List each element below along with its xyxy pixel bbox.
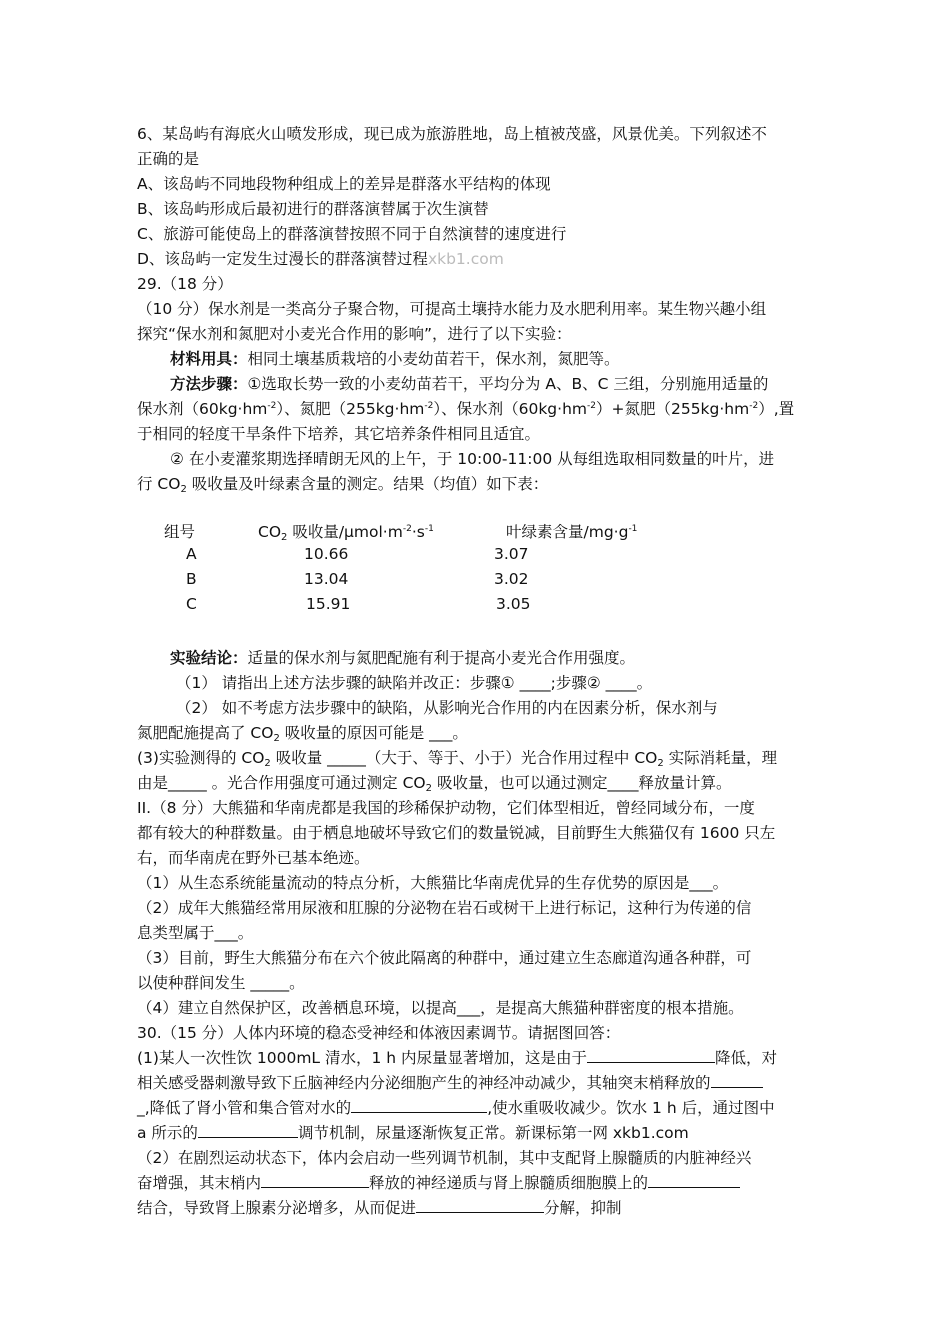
q30-p1c-tail: ,使水重吸收减少。饮水 1 h 后，通过图中 bbox=[487, 1099, 775, 1117]
cell-group: B bbox=[186, 570, 197, 588]
cell-group: C bbox=[186, 595, 197, 613]
q30-p2c-tail: 分解，抑制 bbox=[544, 1199, 622, 1217]
q6-option-c: C、旅游可能使岛上的群落演替按照不同于自然演替的速度进行 bbox=[137, 225, 567, 243]
q29-intro-line2: 探究“保水剂和氮肥对小麦光合作用的影响”，进行了以下实验： bbox=[137, 325, 572, 343]
cell-chlorophyll: 3.05 bbox=[496, 595, 531, 613]
cell-chlorophyll: 3.02 bbox=[494, 570, 529, 588]
answer-blank[interactable] bbox=[416, 1196, 544, 1213]
table-header-row bbox=[164, 520, 684, 545]
cell-chlorophyll: 3.07 bbox=[494, 545, 529, 563]
q29-header: 29.（18 分） bbox=[137, 275, 233, 293]
part2-intro-line2: 都有较大的种群数量。由于栖息地破坏导致它们的数量锐减，目前野生大熊猫仅有 1600 只左 bbox=[137, 824, 776, 842]
watermark: xkb1.com bbox=[427, 250, 504, 268]
q30-p2b-text: 奋增强，其末梢内 bbox=[137, 1174, 262, 1192]
cell-co2: 10.66 bbox=[304, 545, 349, 563]
q29-method-line3: 于相同的轻度干旱条件下培养，其它培养条件相同且适宜。 bbox=[137, 425, 541, 443]
part2-intro-line3: 右，而华南虎在野外已基本绝迹。 bbox=[137, 849, 370, 867]
q30-header: 30.（15 分）人体内环境的稳态受神经和体液因素调节。请据图回答： bbox=[137, 1024, 621, 1042]
method-label: 方法步骤： bbox=[170, 375, 248, 393]
table-row bbox=[164, 595, 684, 620]
q30-p1-line1 bbox=[137, 1046, 817, 1070]
part2-q4: （4）建立自然保护区，改善栖息环境，以提高___，是提高大熊猫种群密度的根本措施。 bbox=[137, 999, 744, 1017]
q30-p1d-text: a 所示的 bbox=[137, 1124, 198, 1142]
q6-stem-line1: 6、某岛屿有海底火山喷发形成，现已成为旅游胜地，岛上植被茂盛，风景优美。下列叙述不 bbox=[137, 125, 767, 143]
q29-sub3-line2: 由是_____ 。光合作用强度可通过测定 $CO_2$ 吸收量，也可以通过测定____释放量计算。 bbox=[137, 774, 732, 794]
table-row bbox=[164, 545, 684, 570]
header-group: 组号 bbox=[164, 523, 196, 541]
q6-option-b: B、该岛屿形成后最初进行的群落演替属于次生演替 bbox=[137, 200, 489, 218]
cell-co2: 13.04 bbox=[304, 570, 349, 588]
answer-blank[interactable] bbox=[261, 1171, 369, 1188]
q6-option-d bbox=[137, 247, 817, 271]
q30-p1-line4 bbox=[137, 1121, 817, 1145]
q30-p1c-text: _,降低了肾小管和集合管对水的 bbox=[137, 1099, 352, 1117]
header-co2: $CO_2$ 吸收量$/\mu mol\cdot m^{-2}\cdot s^{-1}$ bbox=[258, 523, 434, 543]
part2-q1: （1）从生态系统能量流动的特点分析，大熊猫比华南虎优异的生存优势的原因是___。 bbox=[137, 874, 729, 892]
q6-stem-line2: 正确的是 bbox=[137, 150, 200, 168]
q29-sub3-line1: (3)实验测得的 $CO_2$ 吸收量 _____（大于、等于、小于）光合作用过程中 $CO_2$ 实际消耗量，理 bbox=[137, 749, 778, 769]
q29-sub1: （1） 请指出上述方法步骤的缺陷并改正：步骤① ____;步骤② ____。 bbox=[176, 674, 653, 692]
cell-group: A bbox=[186, 545, 197, 563]
q30-p1a-text: (1)某人一次性饮 1000mL 清水，1 h 内尿量显著增加，这是由于 bbox=[137, 1049, 588, 1067]
cell-co2: 15.91 bbox=[306, 595, 351, 613]
q30-p2c-text: 结合，导致肾上腺素分泌增多，从而促进 bbox=[137, 1199, 417, 1217]
materials-label: 材料用具： bbox=[170, 350, 248, 368]
q29-sub2-line2: 氮肥配施提高了 $CO_2$ 吸收量的原因可能是 ___。 bbox=[137, 724, 468, 744]
part2-intro-line1: II.（8 分）大熊猫和华南虎都是我国的珍稀保护动物，它们体型相近，曾经同域分布，一度 bbox=[137, 799, 755, 817]
conclusion-text: 适量的保水剂与氮肥配施有利于提高小麦光合作用强度。 bbox=[247, 649, 636, 667]
part2-q2-line1: （2）成年大熊猫经常用尿液和肛腺的分泌物在岩石或树干上进行标记，这种行为传递的信 bbox=[137, 899, 752, 917]
answer-blank[interactable] bbox=[711, 1071, 763, 1088]
q30-p1a-tail: 降低，对 bbox=[715, 1049, 778, 1067]
answer-blank[interactable] bbox=[351, 1096, 487, 1113]
q29-method-line2: 保水剂$(60kg\cdot hm^{-2})$、氮肥$(255kg\cdot hm^{-2})$、保水剂$(60kg\cdot hm^{-2})+$氮肥$(255kg\cdot hm^{-2})$,置 bbox=[137, 400, 795, 418]
q29-intro-line1: （10 分）保水剂是一类高分子聚合物，可提高土壤持水能力及水肥利用率。某生物兴趣小组 bbox=[137, 300, 767, 318]
q6-option-a: A、该岛屿不同地段物种组成上的差异是群落水平结构的体现 bbox=[137, 175, 551, 193]
q29-method-line1 bbox=[170, 372, 850, 396]
part2-q3-line1: （3）目前，野生大熊猫分布在六个彼此隔离的种群中，通过建立生态廊道沟通各种群，可 bbox=[137, 949, 752, 967]
q30-p1b-text: 相关感受器刺激导致下丘脑神经内分泌细胞产生的神经冲动减少，其轴突末梢释放的 bbox=[137, 1074, 711, 1092]
header-chlorophyll: 叶绿素含量$/mg\cdot g^{-1}$ bbox=[506, 523, 638, 541]
answer-blank[interactable] bbox=[587, 1046, 715, 1063]
conclusion-label: 实验结论： bbox=[170, 649, 248, 667]
materials-text: 相同土壤基质栽培的小麦幼苗若干，保水剂，氮肥等。 bbox=[247, 350, 620, 368]
q30-p1d-tail: 调节机制，尿量逐渐恢复正常。新课标第一网 xkb1.com bbox=[297, 1124, 689, 1142]
q30-p2b-mid: 释放的神经递质与肾上腺髓质细胞膜上的 bbox=[369, 1174, 649, 1192]
q30-p1-line3 bbox=[137, 1096, 817, 1120]
results-table bbox=[164, 520, 684, 620]
answer-blank[interactable] bbox=[648, 1171, 740, 1188]
answer-blank[interactable] bbox=[198, 1121, 298, 1138]
part2-q2-line2: 息类型属于___。 bbox=[137, 924, 254, 942]
q30-p1-line2 bbox=[137, 1071, 817, 1095]
q29-conclusion bbox=[170, 646, 850, 670]
q29-sub2-line1: （2） 如不考虑方法步骤中的缺陷，从影响光合作用的内在因素分析，保水剂与 bbox=[176, 699, 718, 717]
table-row bbox=[164, 570, 684, 595]
q29-step2-line2: 行 $CO_2$ 吸收量及叶绿素含量的测定。结果（均值）如下表： bbox=[137, 475, 549, 495]
q29-step2-line1: ② 在小麦灌浆期选择晴朗无风的上午，于 10:00-11:00 从每组选取相同数量的叶片，进 bbox=[170, 450, 775, 468]
q6-option-d-text: D、该岛屿一定发生过漫长的群落演替过程 bbox=[137, 250, 428, 268]
q30-p2-line1: （2）在剧烈运动状态下，体内会启动一些列调节机制，其中支配肾上腺髓质的内脏神经兴 bbox=[137, 1149, 752, 1167]
q29-materials bbox=[170, 347, 850, 371]
q30-p2-line3 bbox=[137, 1196, 817, 1220]
part2-q3-line2: 以使种群间发生 _____。 bbox=[137, 974, 305, 992]
q30-p2-line2 bbox=[137, 1171, 817, 1195]
method-text1: ①选取长势一致的小麦幼苗若干，平均分为 A、B、C 三组，分别施用适量的 bbox=[247, 375, 769, 393]
